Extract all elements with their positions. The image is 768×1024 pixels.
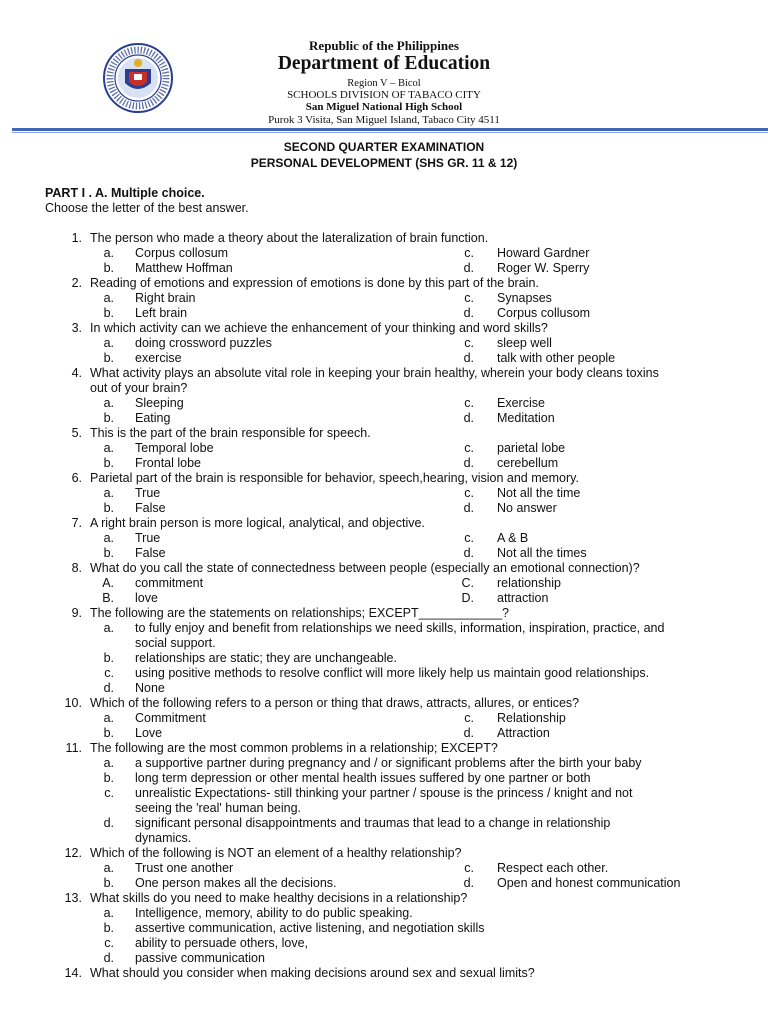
choice-text: love (135, 591, 158, 605)
choice-row (0, 711, 768, 726)
choice-letter: a. (103, 756, 114, 770)
question-item (0, 561, 768, 606)
choice-text: One person makes all the decisions. (135, 876, 337, 890)
answer-choice-line (0, 936, 768, 951)
choice-letter: B. (102, 591, 114, 605)
question-number: 9. (71, 606, 82, 620)
choice-letter: b. (103, 306, 114, 320)
choice-text: Meditation (497, 411, 555, 425)
choice-letter: a. (103, 861, 114, 875)
header-school: San Miguel National High School (305, 101, 463, 113)
choice-text: Corpus collosum (135, 246, 229, 260)
choice-text: exercise (135, 351, 182, 365)
choice-letter: d. (463, 876, 474, 890)
choice-text: commitment (135, 576, 204, 590)
choice-text: Commitment (135, 711, 206, 725)
choice-text: Not all the time (497, 486, 581, 500)
choice-text: True (135, 531, 161, 545)
choice-letter: c. (464, 531, 474, 545)
choice-letter: d. (103, 951, 114, 965)
answer-choice-line (0, 801, 768, 816)
choice-letter: b. (103, 876, 114, 890)
answer-choice-line (0, 906, 768, 921)
question-text-line (0, 516, 768, 531)
choice-row (0, 591, 768, 606)
choice-text: long term depression or other mental health issues suffered by one partner or both (135, 771, 591, 785)
choice-row (0, 861, 768, 876)
question-text: In which activity can we achieve the enhancement of your thinking and word skills? (90, 321, 548, 335)
choice-text: Left brain (135, 306, 188, 320)
choice-letter: c. (464, 861, 474, 875)
choice-text: cerebellum (497, 456, 559, 470)
choice-letter: c. (464, 486, 474, 500)
choice-letter: d. (463, 726, 474, 740)
question-text-line (0, 381, 768, 396)
question-number: 12. (64, 846, 82, 860)
choice-letter: a. (103, 441, 114, 455)
choice-letter: c. (464, 336, 474, 350)
answer-choice-line (0, 636, 768, 651)
choice-letter: b. (103, 921, 114, 935)
question-text: The following are the statements on relationships; EXCEPT____________? (90, 606, 510, 620)
question-text: This is the part of the brain responsible for speech. (90, 426, 371, 440)
answer-choice-line (0, 951, 768, 966)
question-list (0, 231, 768, 981)
choice-letter: b. (103, 351, 114, 365)
question-text-line (0, 966, 768, 981)
choice-text: doing crossword puzzles (135, 336, 272, 350)
question-item (0, 846, 768, 891)
choice-text: relationship (497, 576, 561, 590)
question-number: 13. (64, 891, 82, 905)
choice-letter: A. (102, 576, 114, 590)
question-text: What should you consider when making decisions around sex and sexual limits? (90, 966, 535, 980)
exam-title: SECOND QUARTER EXAMINATION (283, 140, 485, 154)
choice-text: False (135, 546, 166, 560)
question-number: 7. (71, 516, 82, 530)
choice-text: False (135, 501, 166, 515)
instructions: Choose the letter of the best answer. (45, 201, 249, 215)
question-text: What skills do you need to make healthy decisions in a relationship? (90, 891, 468, 905)
choice-text: Relationship (497, 711, 566, 725)
choice-text: passive communication (135, 951, 265, 965)
choice-row (0, 546, 768, 561)
question-item (0, 966, 768, 981)
choice-row (0, 306, 768, 321)
question-text: Which of the following is NOT an element of a healthy relationship? (90, 846, 462, 860)
header-divider (12, 128, 768, 131)
question-text-line (0, 891, 768, 906)
choice-text: Love (135, 726, 163, 740)
choice-text: to fully enjoy and benefit from relationships we need skills, information, inspiration, practice, and (135, 621, 665, 635)
answer-choice-line (0, 651, 768, 666)
choice-letter: c. (464, 246, 474, 260)
header-department: Department of Education (277, 53, 491, 74)
choice-text: significant personal disappointments and traumas that lead to a change in relationship (135, 816, 611, 830)
choice-row (0, 246, 768, 261)
header-divider-thin (12, 132, 768, 133)
question-item (0, 321, 768, 366)
choice-letter: b. (103, 726, 114, 740)
question-text: The person who made a theory about the lateralization of brain function. (90, 231, 489, 245)
question-number: 5. (71, 426, 82, 440)
answer-choice-line (0, 831, 768, 846)
choice-letter: d. (463, 546, 474, 560)
choice-letter: a. (103, 396, 114, 410)
choice-letter: b. (103, 261, 114, 275)
choice-text: Temporal lobe (135, 441, 214, 455)
choice-letter: d. (463, 351, 474, 365)
question-number: 1. (71, 231, 82, 245)
question-text-line (0, 231, 768, 246)
choice-text: unrealistic Expectations- still thinking your partner / spouse is the princess / knight and not (135, 786, 633, 800)
question-text-line (0, 846, 768, 861)
answer-choice-line (0, 666, 768, 681)
question-text: The following are the most common problems in a relationship; EXCEPT? (90, 741, 498, 755)
question-text-line (0, 696, 768, 711)
choice-row (0, 456, 768, 471)
choice-text: Sleeping (135, 396, 184, 410)
choice-text: dynamics. (135, 831, 192, 845)
choice-row (0, 726, 768, 741)
question-item (0, 426, 768, 471)
answer-choice-line (0, 681, 768, 696)
choice-letter: a. (103, 531, 114, 545)
question-number: 11. (65, 741, 82, 755)
choice-row (0, 576, 768, 591)
choice-letter: a. (103, 291, 114, 305)
question-number: 3. (71, 321, 82, 335)
choice-text: talk with other people (497, 351, 616, 365)
choice-letter: c. (464, 711, 474, 725)
question-text: A right brain person is more logical, analytical, and objective. (90, 516, 425, 530)
choice-text: parietal lobe (497, 441, 566, 455)
choice-row (0, 261, 768, 276)
choice-letter: c. (104, 936, 114, 950)
choice-row (0, 441, 768, 456)
choice-letter: c. (464, 291, 474, 305)
choice-letter: d. (463, 261, 474, 275)
choice-text: Respect each other. (497, 861, 609, 875)
choice-text: ability to persuade others, love, (135, 936, 309, 950)
choice-text: sleep well (497, 336, 552, 350)
question-number: 10. (64, 696, 82, 710)
choice-row (0, 351, 768, 366)
answer-choice-line (0, 786, 768, 801)
question-item (0, 891, 768, 966)
choice-row (0, 396, 768, 411)
choice-text: Attraction (497, 726, 550, 740)
choice-text: Not all the times (497, 546, 587, 560)
choice-row (0, 486, 768, 501)
choice-text: Frontal lobe (135, 456, 202, 470)
choice-row (0, 501, 768, 516)
question-item (0, 606, 768, 696)
question-text-line (0, 606, 768, 621)
question-text: Which of the following refers to a person or thing that draws, attracts, allures, or entices? (90, 696, 580, 710)
choice-letter: b. (103, 411, 114, 425)
header-region: Region V – Bicol (347, 78, 421, 89)
choice-letter: d. (103, 816, 114, 830)
choice-letter: d. (463, 501, 474, 515)
choice-text: social support. (135, 636, 216, 650)
answer-choice-line (0, 771, 768, 786)
question-number: 2. (71, 276, 82, 290)
choice-text: Matthew Hoffman (135, 261, 233, 275)
question-item (0, 741, 768, 846)
choice-letter: a. (103, 486, 114, 500)
choice-letter: a. (103, 246, 114, 260)
choice-letter: c. (104, 786, 114, 800)
choice-text: using positive methods to resolve conflict will more likely help us maintain good relationships. (135, 666, 650, 680)
question-number: 14. (64, 966, 82, 980)
choice-letter: d. (103, 681, 114, 695)
choice-text: attraction (497, 591, 549, 605)
choice-text: None (135, 681, 165, 695)
choice-text: Corpus collusom (497, 306, 591, 320)
question-item (0, 276, 768, 321)
choice-text: Trust one another (135, 861, 234, 875)
choice-letter: D. (461, 591, 474, 605)
question-text: out of your brain? (90, 381, 188, 395)
question-text-line (0, 426, 768, 441)
choice-letter: c. (464, 396, 474, 410)
choice-text: Exercise (497, 396, 545, 410)
question-item (0, 696, 768, 741)
question-text-line (0, 471, 768, 486)
header-republic: Republic of the Philippines (309, 38, 459, 53)
choice-letter: c. (104, 666, 114, 680)
choice-text: a supportive partner during pregnancy and / or significant problems after the birth your baby (135, 756, 642, 770)
choice-letter: a. (103, 906, 114, 920)
question-number: 4. (71, 366, 82, 380)
part-heading: PART I . A. Multiple choice. (45, 186, 205, 200)
question-text-line (0, 741, 768, 756)
answer-choice-line (0, 621, 768, 636)
choice-text: assertive communication, active listening, and negotiation skills (135, 921, 485, 935)
question-text-line (0, 276, 768, 291)
header-address: Purok 3 Visita, San Miguel Island, Tabaco City 4511 (268, 114, 500, 126)
question-item (0, 366, 768, 426)
choice-letter: d. (463, 306, 474, 320)
choice-letter: c. (464, 441, 474, 455)
choice-text: Howard Gardner (497, 246, 590, 260)
choice-letter: a. (103, 336, 114, 350)
choice-text: relationships are static; they are unchangeable. (135, 651, 397, 665)
choice-letter: b. (103, 546, 114, 560)
question-text: What do you call the state of connectedness between people (especially an emotional connection)? (90, 561, 640, 575)
choice-text: Synapses (497, 291, 552, 305)
header-division: SCHOOLS DIVISION OF TABACO CITY (287, 89, 481, 101)
question-item (0, 516, 768, 561)
question-number: 6. (71, 471, 82, 485)
question-item (0, 471, 768, 516)
question-number: 8. (71, 561, 82, 575)
choice-letter: d. (463, 456, 474, 470)
choice-text: No answer (497, 501, 557, 515)
choice-row (0, 531, 768, 546)
question-text-line (0, 561, 768, 576)
choice-text: A & B (497, 531, 529, 545)
choice-text: Open and honest communication (497, 876, 681, 890)
choice-text: True (135, 486, 161, 500)
choice-letter: b. (103, 771, 114, 785)
answer-choice-line (0, 756, 768, 771)
question-text: Parietal part of the brain is responsible for behavior, speech,hearing, vision and memory. (90, 471, 579, 485)
choice-row (0, 411, 768, 426)
question-text-line (0, 366, 768, 381)
question-item (0, 231, 768, 276)
choice-text: Roger W. Sperry (497, 261, 590, 275)
choice-text: seeing the 'real' human being. (135, 801, 301, 815)
choice-letter: a. (103, 711, 114, 725)
choice-letter: b. (103, 456, 114, 470)
choice-letter: b. (103, 501, 114, 515)
choice-letter: C. (461, 576, 474, 590)
question-text: What activity plays an absolute vital role in keeping your brain healthy, wherein your body cleans toxins (90, 366, 659, 380)
exam-subject: PERSONAL DEVELOPMENT (SHS GR. 11 & 12) (250, 156, 518, 170)
choice-letter: b. (103, 651, 114, 665)
question-text: Reading of emotions and expression of emotions is done by this part of the brain. (90, 276, 539, 290)
choice-row (0, 336, 768, 351)
choice-text: Intelligence, memory, ability to do public speaking. (135, 906, 413, 920)
answer-choice-line (0, 921, 768, 936)
answer-choice-line (0, 816, 768, 831)
choice-row (0, 876, 768, 891)
choice-letter: d. (463, 411, 474, 425)
question-text-line (0, 321, 768, 336)
choice-letter: a. (103, 621, 114, 635)
choice-row (0, 291, 768, 306)
choice-text: Eating (135, 411, 171, 425)
choice-text: Right brain (135, 291, 196, 305)
